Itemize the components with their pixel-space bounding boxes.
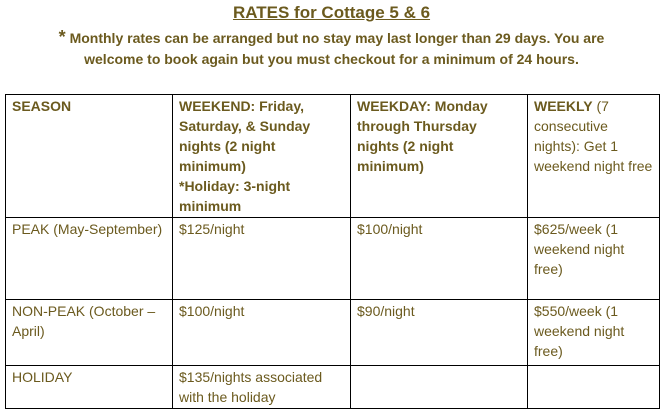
asterisk-marker: * [58,27,66,47]
cell-weekly-rate: $550/week (1 weekend night free) [528,300,660,366]
table-row [6,366,660,409]
header-season: SEASON [6,95,173,218]
rates-table [5,94,660,409]
table-header-row [6,95,660,218]
table-row [6,300,660,366]
policy-note-line-2: welcome to book again but you must checkout for a minimum of 24 hours. [84,51,579,67]
header-weekend [173,95,351,218]
cell-season: PEAK (May-September) [6,218,173,300]
header-weekly-label: WEEKLY [534,98,593,114]
cell-weekday-rate: $90/night [351,300,528,366]
cell-season: NON-PEAK (October – April) [6,300,173,366]
cell-weekday-rate [351,366,528,409]
cell-weekend-rate: $125/night [173,218,351,300]
cell-weekend-rate: $100/night [173,300,351,366]
cell-weekend-rate: $135/nights associated with the holiday [173,366,351,409]
header-weekly [528,95,660,218]
page-title: RATES for Cottage 5 & 6 [232,3,431,22]
header-weekday: WEEKDAY: Monday through Thursday nights (2 night minimum) [351,95,528,218]
header-weekend-holiday: *Holiday: 3-night minimum [179,178,291,214]
cell-weekday-rate: $100/night [351,218,528,300]
cell-weekly-rate [528,366,660,409]
policy-note [0,27,663,70]
cell-weekly-rate: $625/week (1 weekend night free) [528,218,660,300]
cell-season: HOLIDAY [6,366,173,409]
policy-note-line-1: Monthly rates can be arranged but no stay may last longer than 29 days. You are [69,30,605,46]
table-row [6,218,660,300]
header-weekly-detail: (7 consecutive nights): Get 1 weekend night free [534,98,653,174]
header-weekend-main: WEEKEND: Friday, Saturday, & Sunday nights (2 night minimum) [179,98,311,174]
